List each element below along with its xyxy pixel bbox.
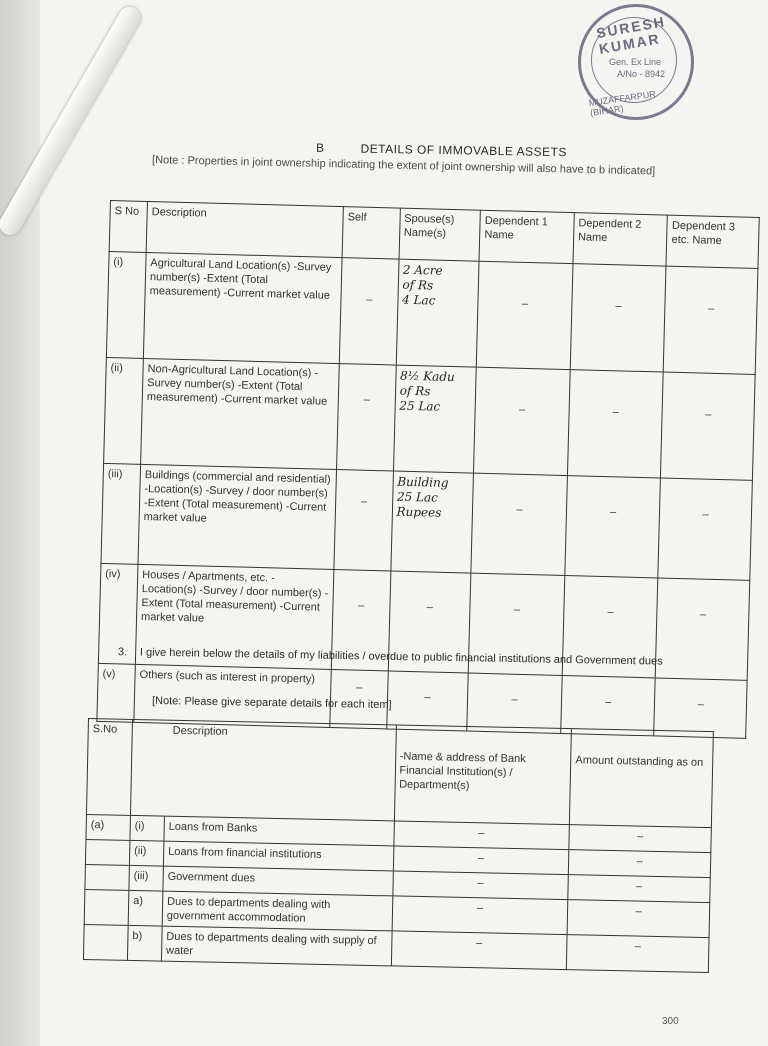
row-description: Others (such as interest in property) <box>134 664 331 727</box>
row-description: Dues to departments dealing with government accommodation <box>162 891 392 931</box>
section-note: [Note : Properties in joint ownership indicating the extent of joint ownership will also have to b indicated] <box>151 154 656 178</box>
row-bank: – <box>392 896 568 935</box>
row-spouse-handwritten <box>391 471 474 573</box>
header-spouse: Spouse(s) Name(s) <box>399 208 481 261</box>
header-bank: -Name & address of Bank Financial Institution(s) / Department(s) <box>394 725 572 825</box>
row-description: Loans from financial institutions <box>163 841 393 871</box>
row-sub: a) <box>128 890 163 926</box>
seal-line1: Gen. Ex Line <box>609 57 662 67</box>
section-title: DETAILS OF IMMOVABLE ASSETS <box>360 141 568 160</box>
row-sno: (iv) <box>98 563 138 664</box>
row-dependent-3: – <box>654 678 747 738</box>
row-dependent-2: – <box>562 576 658 678</box>
row-dependent-2: – <box>570 264 666 372</box>
row-sub: (ii) <box>129 840 163 866</box>
row-amount: – <box>568 875 710 903</box>
handwriting-line: Building <box>397 474 449 490</box>
row-sno <box>85 864 129 890</box>
row-self: – <box>337 364 396 471</box>
liabilities-table <box>83 718 714 973</box>
header-dependent-3: Dependent 3 etc. Name <box>666 215 759 268</box>
handwriting-line: 25 Lac <box>396 489 439 505</box>
row-bank: – <box>392 871 568 900</box>
row-sno: (i) <box>106 251 146 358</box>
row-bank: – <box>391 931 567 970</box>
row-dependent-1: – <box>468 573 564 675</box>
row-dependent-3: – <box>656 578 750 680</box>
row-self: – <box>339 258 398 365</box>
row-dependent-3: – <box>664 266 758 374</box>
row-sno: (iii) <box>101 463 141 564</box>
page-number: 300 <box>662 1016 679 1027</box>
seal-line2: A/No - 8942 <box>617 69 666 79</box>
row-bank: – <box>393 846 569 875</box>
header-sno: S No <box>109 201 147 253</box>
row-dependent-3: – <box>661 372 755 480</box>
header-dependent-2: Dependent 2 Name <box>573 213 668 266</box>
page-edge <box>0 0 40 1046</box>
header-description: Description <box>130 719 395 820</box>
row-description: Government dues <box>163 866 393 896</box>
row-spouse: – <box>388 571 471 673</box>
row-dependent-2: – <box>561 675 656 735</box>
row-spouse: – <box>386 671 468 731</box>
row-description: Buildings (commercial and residential) -Location(s) -Survey / door number(s) -Extent (Total measurement) -Current market value <box>138 464 337 569</box>
table-row <box>106 251 758 374</box>
seal-city: MUZAFFARPUR (BIHAR) <box>588 88 657 119</box>
official-seal <box>578 4 694 120</box>
row-description: Houses / Apartments, etc. -Location(s) -Survey / door number(s) -Extent (Total measurement) -Current market value <box>135 564 334 669</box>
item-text: I give herein below the details of my liabilities / overdue to public financial institutions and Government dues <box>139 646 663 668</box>
liabilities-note: [Note: Please give separate details for each item] <box>151 694 392 712</box>
handwriting-line: Rupees <box>396 504 442 520</box>
row-amount: – <box>569 850 711 878</box>
row-dependent-1: – <box>467 673 562 733</box>
header-sno: S.No <box>86 719 132 816</box>
handwriting-line: 2 Acre <box>402 262 443 278</box>
header-description: Description <box>146 201 343 257</box>
row-amount: – <box>567 935 709 973</box>
row-spouse-handwritten <box>393 365 476 473</box>
row-sub: b) <box>127 925 162 961</box>
seal-name: SURESH KUMAR <box>594 13 668 57</box>
row-description: Loans from Banks <box>164 816 394 846</box>
row-bank: – <box>393 821 569 850</box>
row-self: – <box>331 569 390 670</box>
table-header-row <box>86 719 713 828</box>
row-dependent-2: – <box>565 476 661 578</box>
row-dependent-1: – <box>476 261 572 369</box>
row-description: Dues to departments dealing with supply of water <box>161 926 391 966</box>
row-description: Agricultural Land Location(s) -Survey number(s) -Extent (Total measurement) -Current market value <box>143 252 342 363</box>
row-sub: (iii) <box>129 865 163 891</box>
row-self: – <box>334 470 393 571</box>
table-row <box>101 463 752 580</box>
handwriting-line: 8½ Kadu <box>399 368 455 385</box>
table-row <box>104 357 756 480</box>
row-dependent-1: – <box>471 473 567 575</box>
handwriting-line: 4 Lac <box>401 292 436 308</box>
header-dependent-1: Dependent 1 Name <box>479 210 574 263</box>
row-dependent-3: – <box>658 478 752 580</box>
section-letter: B <box>315 140 325 155</box>
row-spouse-handwritten <box>396 259 479 367</box>
row-dependent-2: – <box>567 370 663 478</box>
header-self: Self <box>342 207 400 259</box>
row-amount: – <box>569 825 711 853</box>
item-number: 3. <box>117 646 128 659</box>
header-amount: Amount outstanding as on <box>570 729 714 828</box>
row-sno <box>84 889 129 925</box>
row-dependent-1: – <box>474 367 570 475</box>
handwriting-line: of Rs <box>402 277 434 293</box>
row-sno <box>83 924 128 960</box>
row-self: – <box>330 669 388 728</box>
handwriting-line: of Rs <box>399 383 431 399</box>
row-sno <box>85 839 129 865</box>
row-sno: (v) <box>97 663 136 722</box>
row-description: Non-Agricultural Land Location(s) -Survey number(s) -Extent (Total measurement) -Current market value <box>141 358 340 469</box>
row-sno: (a) <box>86 814 130 840</box>
handwriting-line: 25 Lac <box>399 398 441 414</box>
row-sno: (ii) <box>104 357 144 464</box>
row-sub: (i) <box>130 815 164 841</box>
row-amount: – <box>567 900 709 938</box>
